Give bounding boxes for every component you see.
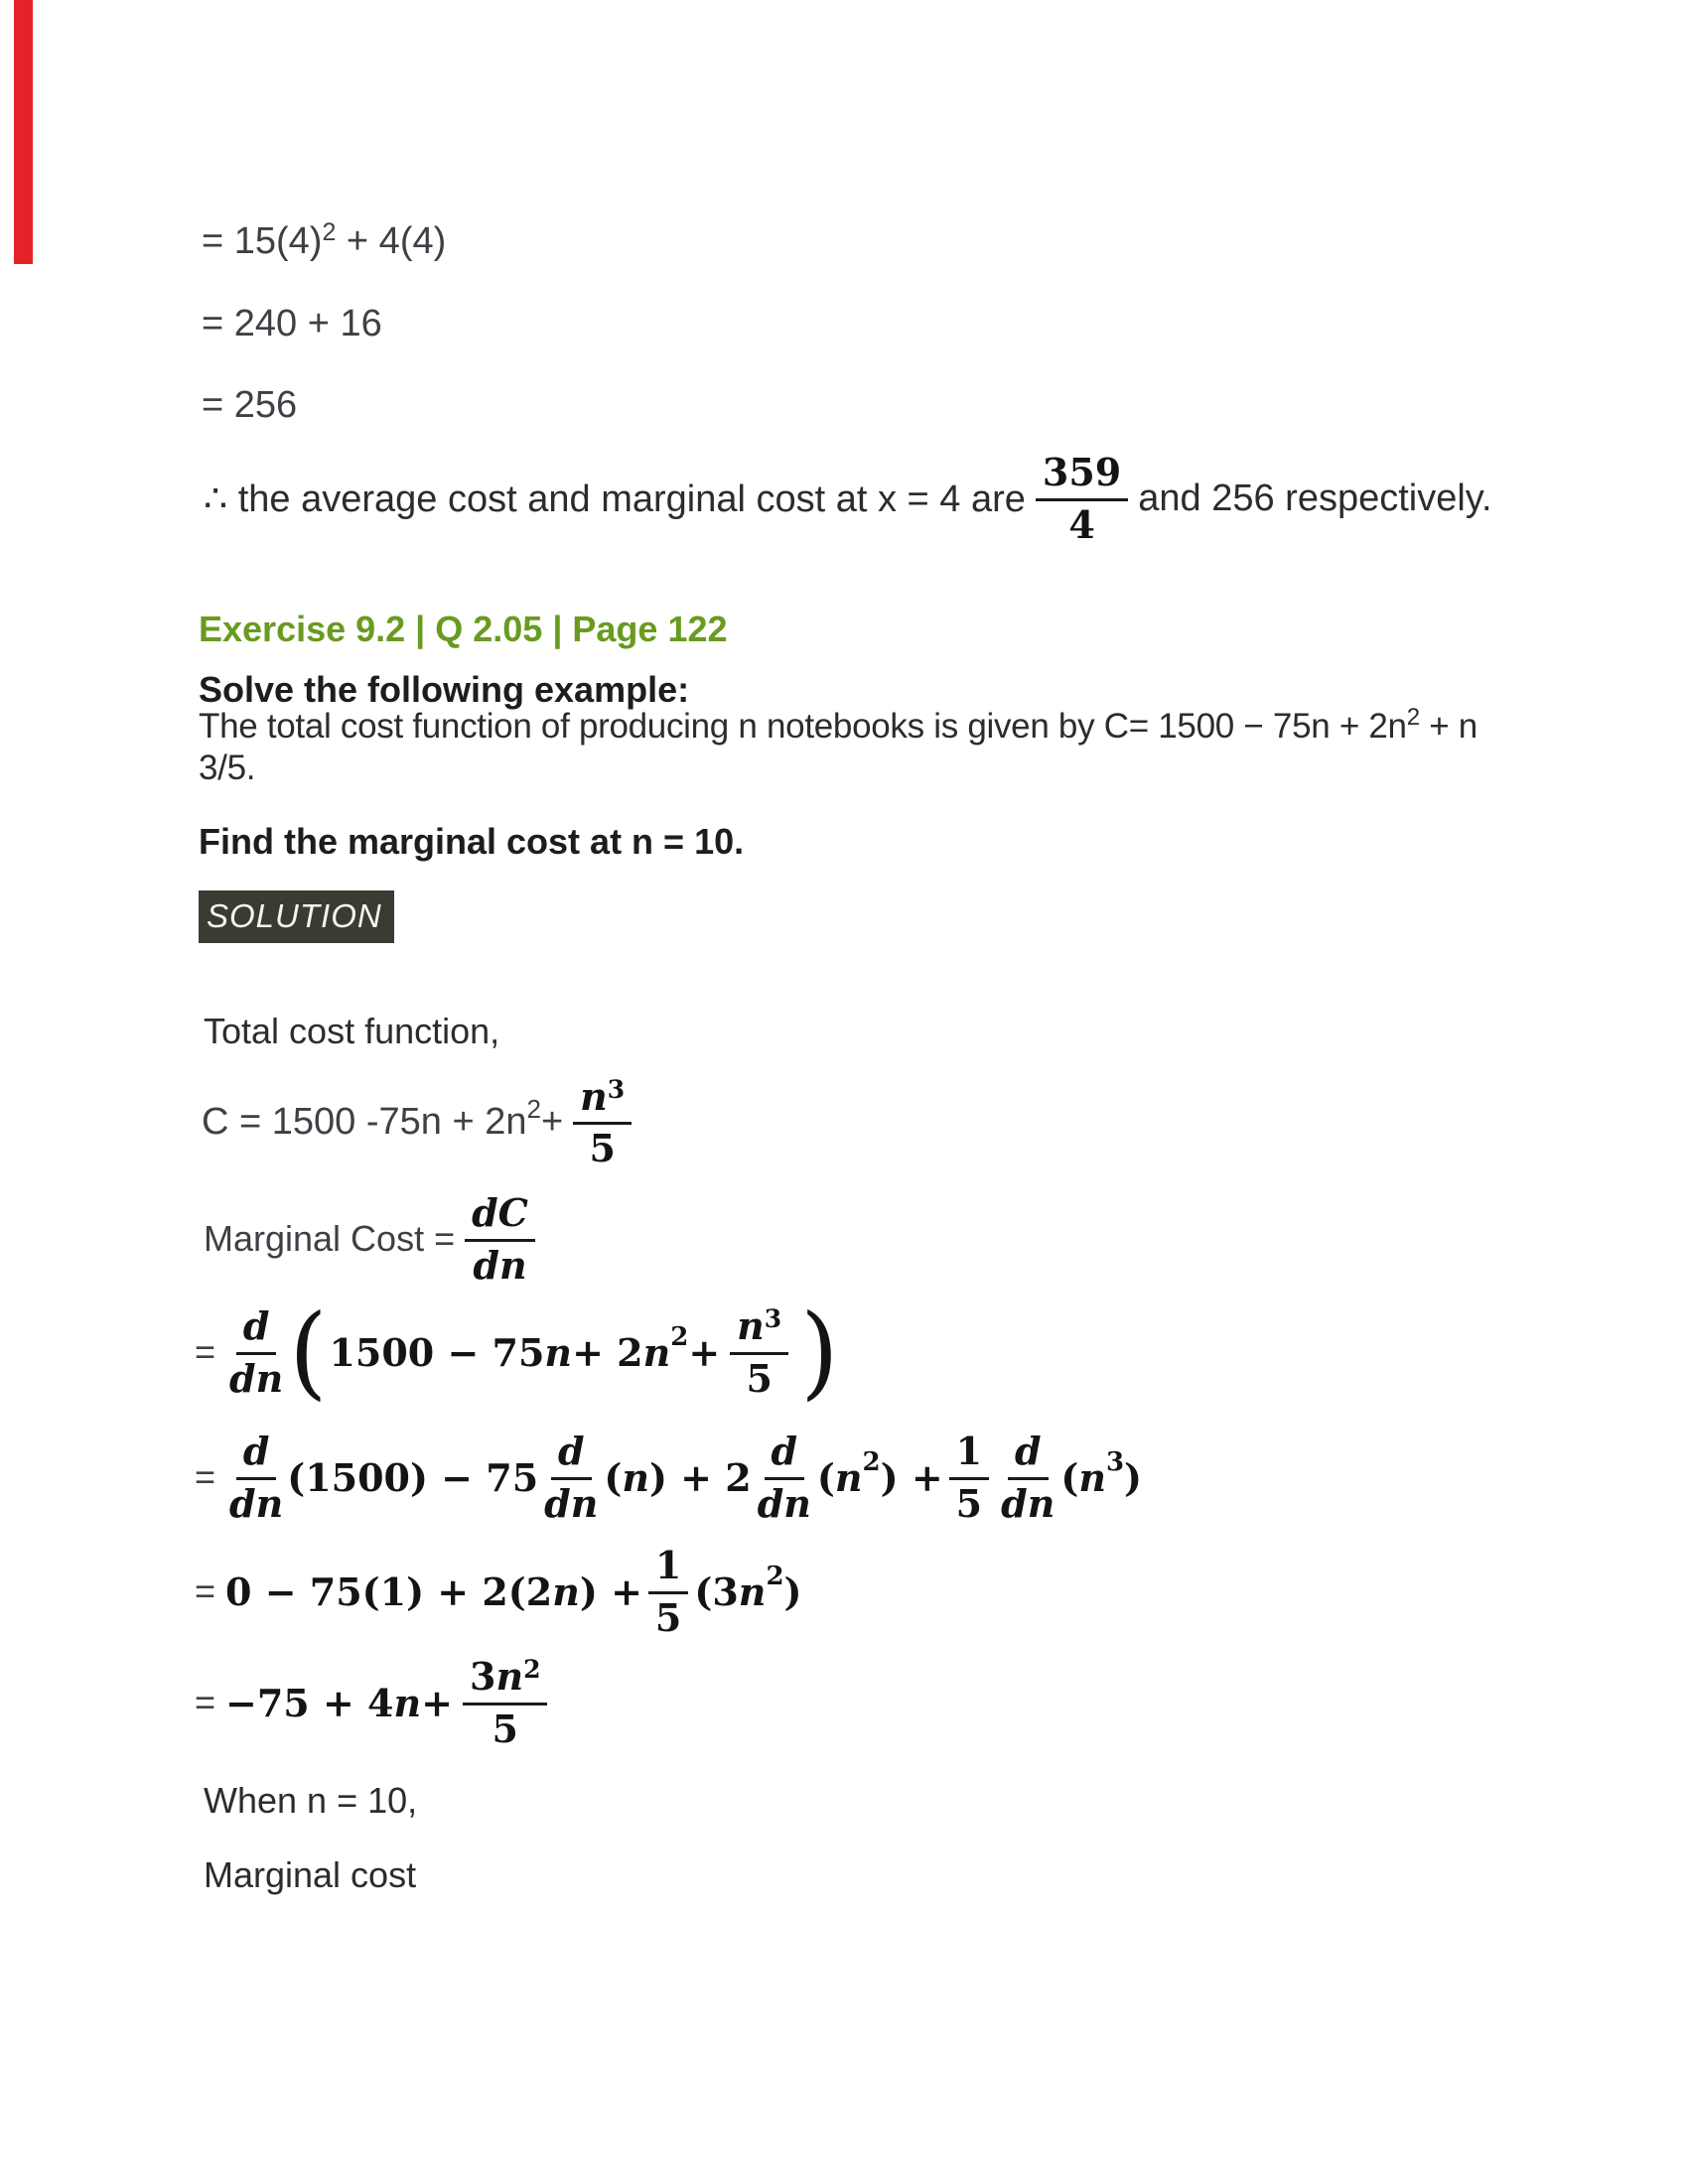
question-find: Find the marginal cost at n = 10.: [199, 821, 745, 862]
conclusion-fraction-numerator: 359: [1036, 451, 1128, 501]
step1-n-1: n: [544, 1329, 573, 1375]
conclusion-fraction-denominator: 4: [1068, 501, 1095, 547]
step2-text-2a: (: [604, 1454, 623, 1500]
cost-function-pre: C = 1500 -75n + 2n: [202, 1101, 527, 1143]
conclusion-text-before: ∴ the average cost and marginal cost at x = 4 are: [204, 478, 1026, 520]
conclusion-fraction: [1036, 451, 1128, 545]
step1-n3-fraction: [730, 1304, 788, 1399]
step2-one-fifth-den: 5: [955, 1480, 983, 1526]
step2-ddn-e-num: d: [1008, 1430, 1049, 1480]
step2-text-4a: (: [1060, 1454, 1079, 1500]
step4-num-coef: 3: [469, 1654, 496, 1700]
step1-body-2: + 2: [572, 1329, 643, 1375]
step3-text-2: ) +: [579, 1569, 642, 1614]
solution-intro: Total cost function,: [204, 1011, 500, 1051]
step3-text-4: ): [783, 1569, 802, 1614]
step2-text-2b: ) + 2: [648, 1454, 752, 1500]
step2-ddn-b-den: dn: [544, 1480, 599, 1526]
step3-one-fifth-num: 1: [648, 1544, 688, 1594]
cost-fraction-numerator: [573, 1075, 632, 1126]
step3-text-3: (3: [694, 1569, 739, 1614]
step1-ddn-num: d: [236, 1304, 277, 1355]
step3-n-2: n: [738, 1569, 767, 1614]
question-line-1-tail: + n: [1419, 707, 1477, 746]
work-line-3: = 256: [202, 384, 298, 426]
cost-fraction-num-sup: 3: [607, 1074, 626, 1104]
step3-one-fifth-den: 5: [654, 1594, 682, 1640]
marginal-fraction-numerator: dC: [465, 1191, 535, 1242]
step4-num-sup: 2: [523, 1655, 541, 1685]
step2-sup-e: 3: [1105, 1447, 1125, 1477]
solution-label-box: [199, 890, 394, 943]
conclusion-line: [204, 445, 1492, 552]
derivative-step-3: [195, 1542, 802, 1641]
derivative-step-1: [195, 1294, 840, 1411]
step1-n3-num: [730, 1304, 788, 1355]
step1-plus: +: [688, 1329, 721, 1375]
step2-equals: =: [195, 1456, 216, 1497]
step2-ddn-a: [229, 1430, 283, 1524]
step2-ddn-a-num: d: [236, 1430, 277, 1480]
step2-one-fifth-num: 1: [949, 1430, 989, 1480]
step4-fraction-den: 5: [492, 1706, 518, 1751]
cost-function-line: [202, 1070, 641, 1174]
step3-one-fifth: [648, 1544, 688, 1638]
step2-one-fifth: [949, 1430, 989, 1524]
step2-sup-c: 2: [862, 1447, 881, 1477]
marginal-cost-fraction: [465, 1191, 535, 1286]
step2-ddn-c: [758, 1430, 811, 1524]
step2-ddn-e: [1001, 1430, 1055, 1524]
cost-function-fraction: [573, 1075, 632, 1169]
step2-ddn-c-den: dn: [757, 1480, 811, 1526]
marginal-cost-line: [204, 1189, 545, 1289]
step3-n-1: n: [552, 1569, 580, 1614]
step2-n-b: n: [622, 1454, 649, 1500]
step1-left-paren: (: [289, 1293, 328, 1412]
step2-text-1: (1500) − 75: [287, 1454, 539, 1500]
cost-fraction-num-base: n: [580, 1073, 608, 1119]
step2-ddn-c-num: d: [765, 1430, 805, 1480]
step1-n3-base: n: [737, 1303, 765, 1349]
step1-ddn-fraction: [229, 1304, 283, 1399]
step2-text-3a: (: [816, 1454, 835, 1500]
marginal-cost-label: Marginal Cost =: [204, 1218, 456, 1259]
derivative-step-2: [195, 1428, 1142, 1527]
exercise-heading[interactable]: Exercise 9.2 | Q 2.05 | Page 122: [199, 609, 728, 649]
question-line-2: 3/5.: [199, 749, 256, 787]
question-line-1: [199, 704, 1477, 747]
step4-fraction: [463, 1655, 548, 1749]
cost-function-exponent: 2: [526, 1094, 541, 1124]
final-line: Marginal cost: [204, 1854, 417, 1895]
work-line-2: = 240 + 16: [202, 303, 382, 344]
question-prompt: Solve the following example:: [199, 669, 690, 710]
step3-sup: 2: [766, 1562, 784, 1591]
step3-equals: =: [195, 1570, 216, 1611]
cost-fraction-denominator: 5: [589, 1126, 616, 1171]
step4-n-1: n: [393, 1680, 422, 1725]
step1-n-2: n: [642, 1329, 671, 1375]
step4-text-1: −75 + 4: [225, 1680, 394, 1725]
step2-text-4b: ): [1124, 1454, 1143, 1500]
work-line-1: [202, 220, 446, 263]
work-line-1-post: + 4(4): [336, 220, 447, 262]
question-exponent: 2: [1406, 704, 1420, 731]
marginal-fraction-denominator: dn: [473, 1242, 527, 1288]
question-line-1-main: The total cost function of producing n notebooks is given by C= 1500 − 75n + 2n: [199, 707, 1407, 746]
conclusion-text-after: and 256 respectively.: [1138, 477, 1492, 519]
step1-exponent-2: 2: [670, 1322, 689, 1352]
step4-num-n: n: [495, 1654, 524, 1700]
solution-label: SOLUTION: [199, 890, 394, 943]
red-accent-bar: [14, 0, 33, 264]
step2-ddn-e-den: dn: [1001, 1480, 1055, 1526]
step2-n-e: n: [1078, 1454, 1106, 1500]
when-line: When n = 10,: [204, 1780, 418, 1821]
step2-ddn-a-den: dn: [229, 1480, 284, 1526]
step1-body-1: 1500 − 75: [329, 1329, 545, 1375]
step1-right-paren: ): [800, 1293, 839, 1412]
step4-fraction-num: [463, 1655, 548, 1706]
step4-equals: =: [195, 1682, 216, 1722]
step1-equals: =: [195, 1331, 216, 1372]
cost-function-plus: +: [540, 1101, 564, 1143]
work-line-1-pre: = 15(4): [202, 220, 323, 262]
step4-text-2: +: [421, 1680, 453, 1725]
step2-n-c: n: [834, 1454, 863, 1500]
work-line-1-exponent: 2: [322, 218, 337, 246]
step1-n3-sup: 3: [764, 1304, 782, 1334]
derivative-step-4: [195, 1648, 557, 1757]
step3-text-1: 0 − 75(1) + 2(2: [225, 1569, 553, 1614]
step2-ddn-b-num: d: [551, 1430, 592, 1480]
step2-text-3b: ) +: [880, 1454, 943, 1500]
step2-ddn-b: [544, 1430, 598, 1524]
step1-ddn-den: dn: [229, 1355, 284, 1401]
step1-n3-den: 5: [746, 1355, 773, 1401]
